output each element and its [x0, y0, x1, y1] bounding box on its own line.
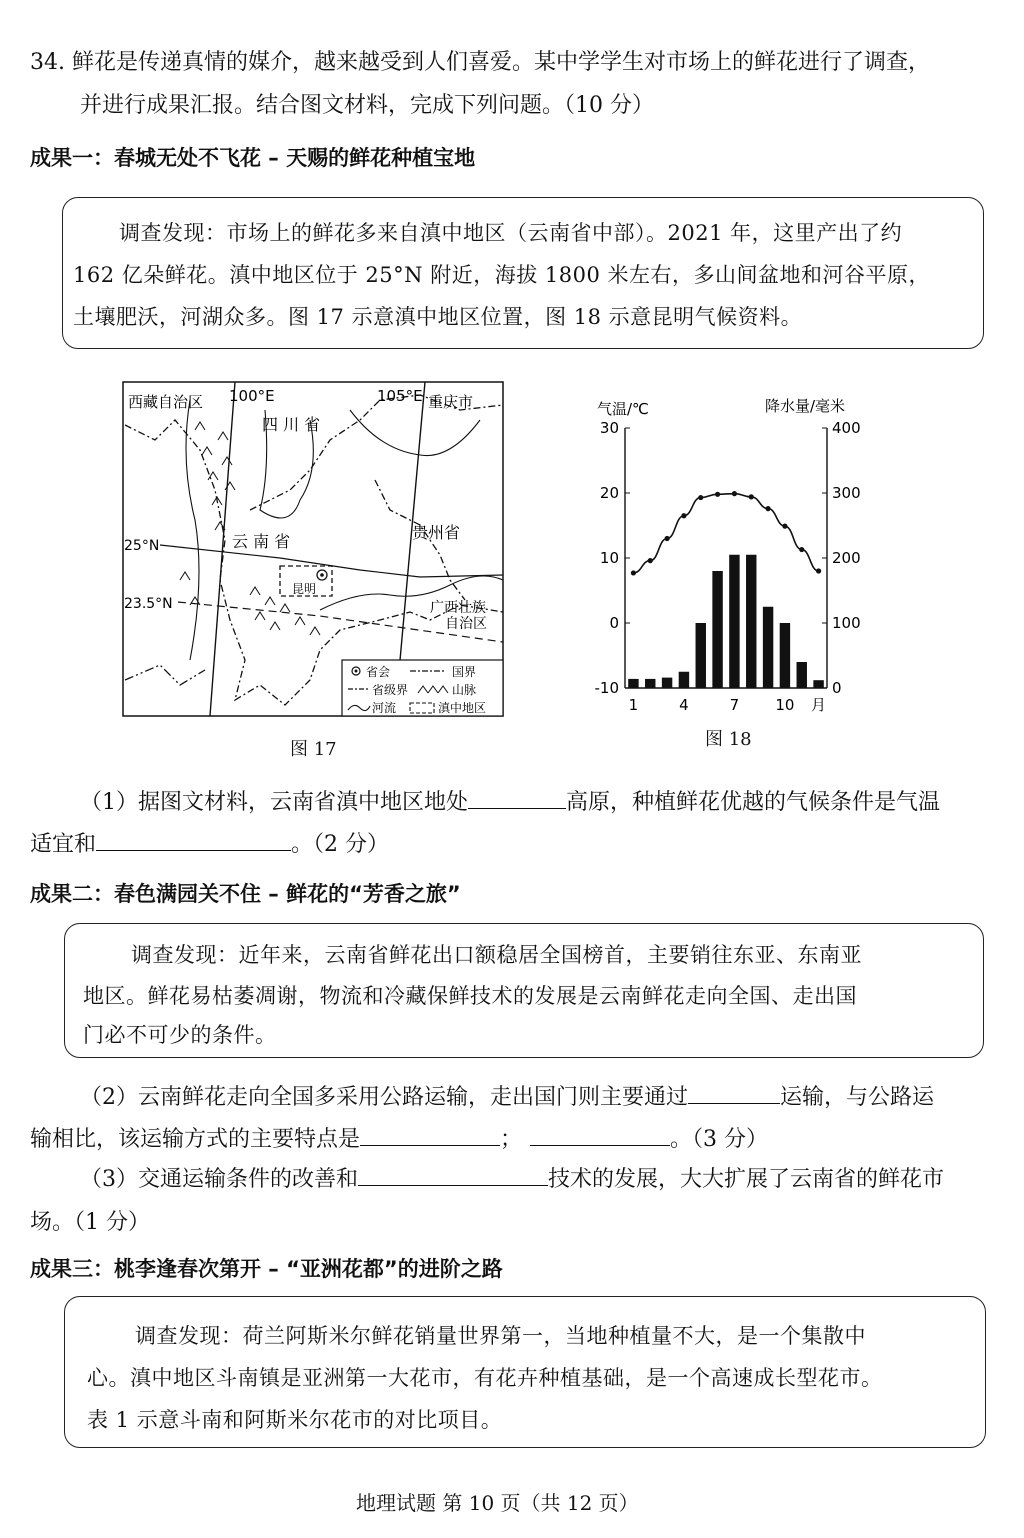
- legend-border: 国界: [452, 665, 477, 679]
- legend-province: 省级界: [372, 683, 409, 697]
- result3-box-line-1: 调查发现：荷兰阿斯米尔鲜花销量世界第一，当地种植量不大，是一个集散中: [135, 1324, 866, 1348]
- left-tick-label: 30: [599, 419, 619, 437]
- left-axis-label: 气温/℃: [597, 400, 649, 418]
- answer-blank-6[interactable]: [358, 1163, 548, 1186]
- temperature-point: [799, 547, 804, 552]
- sub2-text-d: ；: [500, 1127, 523, 1152]
- result2-box: [64, 923, 984, 1058]
- label-yunnan: 云 南 省: [232, 532, 291, 551]
- legend-capital: 省会: [366, 665, 391, 679]
- temperature-point: [816, 568, 821, 573]
- right-tick-label: 300: [832, 484, 861, 502]
- precip-bar: [645, 679, 655, 688]
- result1-box-line-1: 调查发现：市场上的鲜花多来自滇中地区（云南省中部）。2021 年，这里产出了约: [119, 221, 903, 245]
- result2-box-line-2: 地区。鲜花易枯萎凋谢，物流和冷藏保鲜技术的发展是云南鲜花走向全国、走出国: [83, 984, 857, 1008]
- result1-heading: 成果一：春城无处不飞花 – 天赐的鲜花种植宝地: [30, 146, 476, 170]
- precip-bar: [729, 555, 739, 688]
- label-tibet: 西藏自治区: [128, 393, 204, 411]
- precip-bar: [662, 678, 672, 688]
- map-figure: [120, 380, 510, 720]
- map-legend: [342, 660, 503, 716]
- precip-bar: [813, 680, 823, 688]
- left-tick-label: 10: [599, 549, 619, 567]
- sub3-text-a: （3）交通运输条件的改善和: [80, 1167, 358, 1192]
- climate-chart: [585, 390, 885, 730]
- precip-bar: [763, 607, 773, 688]
- x-tick-label: 4: [679, 696, 689, 714]
- map-caption: 图 17: [290, 739, 337, 760]
- label-chongqing: 重庆市: [428, 393, 474, 411]
- temperature-point: [648, 558, 653, 563]
- sub2-text-c: 输相比，该运输方式的主要特点是: [30, 1127, 361, 1152]
- result1-box: [62, 197, 984, 349]
- result2-heading: 成果二：春色满园关不住 – 鲜花的“芳香之旅”: [30, 882, 461, 906]
- label-guangxi-1: 广西壮族: [430, 600, 486, 616]
- label-lon105: 105°E: [377, 387, 423, 405]
- x-tick-label: 10: [775, 696, 795, 714]
- temperature-point: [664, 536, 669, 541]
- sub2-line-1: [80, 1080, 934, 1111]
- legend-central: 滇中地区: [438, 701, 487, 715]
- label-lon100: 100°E: [229, 387, 275, 405]
- legend-river: 河流: [372, 701, 397, 715]
- sub1-text-b: 高原，种植鲜花优越的气候条件是气温: [566, 790, 941, 815]
- temperature-point: [715, 492, 720, 497]
- sub3-text-b: 技术的发展，大大扩展了云南省的鲜花市: [548, 1167, 945, 1192]
- right-tick-label: 100: [832, 614, 861, 632]
- sub2-text-e: 。（3 分）: [670, 1127, 769, 1152]
- sub1-line-2: [30, 827, 389, 858]
- result3-box-line-2: 心。滇中地区斗南镇是亚洲第一大花市，有花卉种植基础，是一个高速成长型花市。: [87, 1366, 883, 1390]
- right-tick-label: 0: [832, 679, 842, 697]
- x-tick-label: 1: [628, 696, 639, 714]
- right-axis-label: 降水量/毫米: [765, 397, 846, 415]
- temperature-point: [698, 495, 703, 500]
- precip-bar: [628, 679, 638, 688]
- temperature-point: [749, 494, 754, 499]
- result2-box-line-1: 调查发现：近年来，云南省鲜花出口额稳居全国榜首，主要销往东亚、东南亚: [131, 943, 862, 967]
- temperature-line: [633, 494, 818, 573]
- temperature-point: [631, 570, 636, 575]
- sub3-line-2: 场。（1 分）: [30, 1210, 150, 1235]
- result3-heading: 成果三：桃李逢春次第开 – “亚洲花都”的进阶之路: [30, 1257, 503, 1281]
- precip-bar: [797, 662, 807, 688]
- sub2-text-b: 运输，与公路运: [780, 1085, 935, 1110]
- temperature-point: [765, 506, 770, 511]
- left-tick-label: -10: [594, 679, 619, 697]
- sub1-text-a: （1）据图文材料，云南省滇中地区地处: [80, 790, 468, 815]
- label-lat25: 25°N: [124, 538, 160, 554]
- precip-bar: [780, 623, 790, 688]
- result3-box: [64, 1296, 986, 1448]
- answer-blank-5[interactable]: [530, 1123, 670, 1146]
- sub3-line-1: [80, 1162, 944, 1193]
- sub2-line-2: [30, 1122, 768, 1153]
- right-tick-label: 400: [832, 419, 861, 437]
- result2-box-line-3: 门必不可少的条件。: [83, 1023, 277, 1047]
- result1-box-line-2: 162 亿朵鲜花。滇中地区位于 25°N 附近，海拔 1800 米左右，多山间盆地和河谷平原，: [73, 263, 930, 287]
- label-guizhou: 贵州省: [412, 523, 461, 542]
- right-tick-label: 200: [832, 549, 861, 567]
- answer-blank-1[interactable]: [468, 786, 566, 809]
- label-sichuan: 四 川 省: [262, 415, 321, 434]
- sub1-text-c: 适宜和: [30, 832, 97, 857]
- page-footer: 地理试题 第 10 页（共 12 页）: [356, 1491, 639, 1515]
- answer-blank-4[interactable]: [360, 1123, 500, 1146]
- question-line-1: 34. 鲜花是传递真情的媒介，越来越受到人们喜爱。某中学学生对市场上的鲜花进行了调查，: [30, 50, 930, 75]
- precip-bar: [679, 672, 689, 688]
- answer-blank-2[interactable]: [96, 828, 291, 851]
- sub1-line-1: [80, 785, 940, 816]
- x-unit-label: 月: [811, 696, 827, 714]
- temperature-point: [782, 524, 787, 529]
- left-tick-label: 20: [599, 484, 619, 502]
- label-lat235: 23.5°N: [124, 596, 173, 612]
- x-tick-label: 7: [729, 696, 740, 714]
- sub2-text-a: （2）云南鲜花走向全国多采用公路运输，走出国门则主要通过: [80, 1085, 688, 1110]
- answer-blank-3[interactable]: [688, 1081, 780, 1104]
- result1-box-line-3: 土壤肥沃，河湖众多。图 17 示意滇中地区位置，图 18 示意昆明气候资料。: [73, 305, 803, 329]
- sub1-text-d: 。（2 分）: [291, 832, 390, 857]
- temperature-point: [681, 513, 686, 518]
- result3-box-line-3: 表 1 示意斗南和阿斯米尔花市的对比项目。: [87, 1408, 503, 1432]
- legend-mountain: 山脉: [452, 683, 477, 697]
- chart-caption: 图 18: [705, 729, 752, 750]
- label-guangxi-2: 自治区: [445, 616, 487, 632]
- precip-bar: [696, 623, 706, 688]
- left-tick-label: 0: [609, 614, 619, 632]
- temperature-point: [732, 491, 737, 496]
- question-line-2: 并进行成果汇报。结合图文材料，完成下列问题。（10 分）: [80, 93, 654, 118]
- label-kunming: 昆明: [292, 582, 317, 596]
- precip-bar: [712, 571, 722, 688]
- precip-bar: [746, 555, 756, 688]
